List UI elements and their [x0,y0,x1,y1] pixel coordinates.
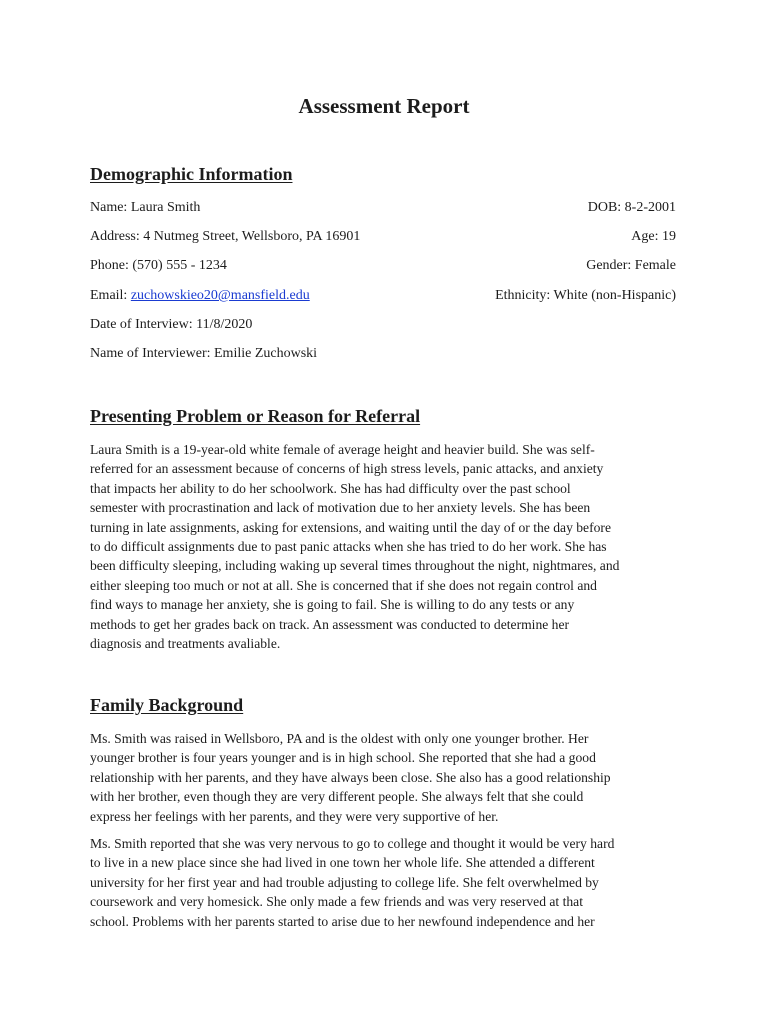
email-link[interactable]: zuchowskieo20@mansfield.edu [130,288,310,303]
email-label: Email: [90,288,131,303]
text-line: semester with procrastination and lack of motivation due to her anxiety levels. She has been [90,500,591,516]
demographic-row [90,199,676,217]
text-line: find ways to manage her anxiety, she is going to fail. She is willing to do any tests or any [90,597,575,613]
text-line: been difficulty sleeping, including waking up several times throughout the night, nightmares, and [90,558,620,574]
interview-date-field: Date of Interview: 11/8/2020 [90,317,253,332]
ethnicity-field: Ethnicity: White (non-Hispanic) [495,288,676,303]
demographic-row [90,345,676,363]
text-line: Ms. Smith reported that she was very nervous to go to college and thought it would be very hard [90,836,615,851]
text-line: younger brother is four years younger and is in high school. She reported that she had a good [90,750,596,766]
referral-paragraph [90,440,680,653]
text-line: express her feelings with her parents, and they were very supportive of her. [90,808,499,824]
gender-field: Gender: Female [586,258,676,273]
report-title: Assessment Report [298,94,470,118]
phone-field: Phone: (570) 555 - 1234 [90,258,227,273]
age-field: Age: 19 [631,229,676,244]
text-line: Ms. Smith was raised in Wellsboro, PA and is the oldest with only one younger brother. Her [90,731,589,746]
family-paragraph [90,834,680,931]
email-field [90,287,310,305]
name-field: Name: Laura Smith [90,200,201,215]
text-line: either sleeping too much or not at all. She is concerned that if she does not regain control and [90,577,597,593]
text-line: referred for an assessment because of concerns of high stress levels, panic attacks, and anxiety [90,461,604,477]
family-paragraph [90,729,680,826]
text-line: to do difficult assignments due to past panic attacks when she has tried to do her work. She has [90,539,607,555]
family-heading: Family Background [90,695,244,715]
text-line: school. Problems with her parents started to arise due to her newfound independence and her [90,913,595,929]
address-field: Address: 4 Nutmeg Street, Wellsboro, PA 16901 [90,229,361,244]
demographic-row [90,257,676,275]
text-line: methods to get her grades back on track. An assessment was conducted to determine her [90,616,570,632]
demographic-row [90,287,676,305]
text-line: coursework and very homesick. She only made a few friends and was very reserved at that [90,894,583,910]
text-line: relationship with her parents, and they have always been close. She also has a good relationship [90,769,611,785]
text-line: turning in late assignments, asking for extensions, and waiting until the day of or the day before [90,519,611,535]
demographic-row [90,316,676,334]
text-line: to live in a new place since she had lived in one town her whole life. She attended a different [90,855,595,871]
demographic-heading: Demographic Information [90,164,293,184]
text-line: university for her first year and had trouble adjusting to college life. She felt overwhelmed by [90,874,599,890]
text-line: with her brother, even though they are very different people. She always felt that she could [90,789,584,805]
text-line: diagnosis and treatments avaliable. [90,636,281,652]
text-line: that impacts her ability to do her schoolwork. She has had difficulty over the past school [90,480,571,496]
referral-heading: Presenting Problem or Reason for Referral [90,406,421,426]
dob-field: DOB: 8-2-2001 [587,200,676,215]
text-line: Laura Smith is a 19-year-old white female of average height and heavier build. She was self- [90,442,595,457]
demographic-row [90,228,676,246]
interviewer-field: Name of Interviewer: Emilie Zuchowski [90,346,318,361]
